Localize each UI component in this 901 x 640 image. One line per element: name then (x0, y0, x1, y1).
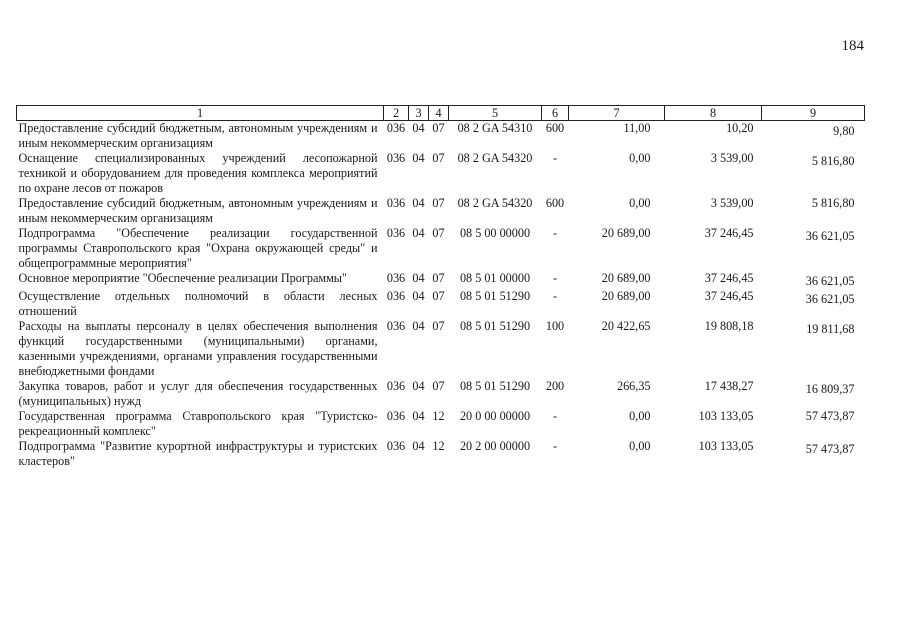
cell-amount-col8: 19 808,18 (704, 319, 754, 333)
cell-amount-col7: 0,00 (629, 196, 651, 210)
cell-amount-col7: 20 689,00 (601, 289, 651, 303)
cell-subsection: 07 (432, 151, 445, 165)
column-header: 9 (762, 106, 865, 121)
table-row (17, 226, 865, 271)
cell-expense-type: 100 (545, 319, 565, 333)
table-header (17, 106, 865, 121)
cell-expense-type: - (552, 151, 558, 165)
cell-ministry: 036 (386, 271, 406, 285)
cell-section: 04 (412, 196, 425, 210)
cell-ministry: 036 (386, 196, 406, 210)
cell-amount-col7: 266,35 (616, 379, 651, 393)
cell-target-article: 08 5 01 51290 (459, 379, 531, 393)
cell-subsection: 12 (432, 409, 445, 423)
cell-ministry: 036 (386, 226, 406, 240)
budget-table-container (16, 105, 864, 469)
cell-subsection: 12 (432, 439, 445, 453)
column-header: 3 (409, 106, 429, 121)
cell-section: 04 (412, 151, 425, 165)
table-row (17, 271, 865, 289)
cell-amount-col9: 36 621,05 (805, 274, 855, 288)
row-name: Основное мероприятие "Обеспечение реализации Программы" (18, 271, 347, 285)
cell-amount-col8: 10,20 (726, 121, 754, 135)
table-row (17, 151, 865, 196)
cell-amount-col9: 9,80 (833, 124, 855, 138)
column-header: 4 (429, 106, 449, 121)
cell-expense-type: 600 (545, 196, 565, 210)
cell-amount-col9: 5 816,80 (811, 154, 855, 168)
cell-section: 04 (412, 379, 425, 393)
cell-amount-col9: 36 621,05 (805, 229, 855, 243)
table-row (17, 379, 865, 409)
cell-amount-col8: 3 539,00 (710, 151, 754, 165)
cell-section: 04 (412, 409, 425, 423)
cell-target-article: 08 5 01 00000 (459, 271, 531, 285)
cell-amount-col8: 17 438,27 (704, 379, 754, 393)
column-header: 5 (449, 106, 542, 121)
row-name: Предоставление субсидий бюджетным, автономным учреждениям и иным некоммерческим организациям (18, 121, 378, 150)
cell-amount-col8: 103 133,05 (698, 439, 754, 453)
table-row (17, 319, 865, 379)
cell-expense-type: - (552, 226, 558, 240)
cell-target-article: 20 2 00 00000 (459, 439, 531, 453)
cell-amount-col7: 11,00 (623, 121, 651, 135)
cell-target-article: 08 5 00 00000 (459, 226, 531, 240)
cell-amount-col8: 3 539,00 (710, 196, 754, 210)
table-row (17, 439, 865, 469)
cell-target-article: 08 2 GA 54320 (457, 151, 533, 165)
cell-amount-col9: 57 473,87 (805, 409, 855, 423)
table-row (17, 409, 865, 439)
cell-subsection: 07 (432, 226, 445, 240)
cell-expense-type: - (552, 289, 558, 303)
column-header: 7 (569, 106, 665, 121)
page-number: 184 (841, 38, 864, 54)
cell-amount-col8: 103 133,05 (698, 409, 754, 423)
cell-subsection: 07 (432, 121, 445, 135)
cell-amount-col7: 0,00 (629, 151, 651, 165)
cell-expense-type: 600 (545, 121, 565, 135)
cell-expense-type: 200 (545, 379, 565, 393)
table-row (17, 289, 865, 319)
row-name: Расходы на выплаты персоналу в целях обеспечения выполнения функций государственными (муниципальными) органами, казенными учреждениями, органами управления государственными внебюджетными фондами (18, 319, 378, 378)
row-name: Закупка товаров, работ и услуг для обеспечения государственных (муниципальных) нужд (18, 379, 378, 408)
cell-amount-col8: 37 246,45 (704, 226, 754, 240)
cell-ministry: 036 (386, 439, 406, 453)
cell-section: 04 (412, 319, 425, 333)
table-row (17, 121, 865, 152)
column-header: 6 (542, 106, 569, 121)
row-name: Предоставление субсидий бюджетным, автономным учреждениям и иным некоммерческим организациям (18, 196, 378, 225)
table-body (17, 121, 865, 470)
cell-subsection: 07 (432, 319, 445, 333)
row-name: Осуществление отдельных полномочий в области лесных отношений (18, 289, 378, 318)
cell-amount-col9: 16 809,37 (805, 382, 855, 396)
column-header: 1 (17, 106, 384, 121)
cell-amount-col8: 37 246,45 (704, 289, 754, 303)
cell-section: 04 (412, 289, 425, 303)
cell-amount-col7: 20 689,00 (601, 271, 651, 285)
cell-section: 04 (412, 439, 425, 453)
cell-expense-type: - (552, 439, 558, 453)
cell-amount-col9: 19 811,68 (806, 322, 855, 336)
cell-expense-type: - (552, 271, 558, 285)
cell-subsection: 07 (432, 271, 445, 285)
cell-section: 04 (412, 226, 425, 240)
cell-expense-type: - (552, 409, 558, 423)
cell-ministry: 036 (386, 289, 406, 303)
cell-section: 04 (412, 121, 425, 135)
cell-amount-col8: 37 246,45 (704, 271, 754, 285)
cell-target-article: 08 2 GA 54310 (457, 121, 533, 135)
cell-amount-col7: 20 689,00 (601, 226, 651, 240)
cell-target-article: 08 5 01 51290 (459, 289, 531, 303)
cell-target-article: 08 5 01 51290 (459, 319, 531, 333)
cell-amount-col7: 0,00 (629, 409, 651, 423)
cell-amount-col9: 57 473,87 (805, 442, 855, 456)
cell-subsection: 07 (432, 379, 445, 393)
budget-table (16, 105, 865, 469)
cell-target-article: 20 0 00 00000 (459, 409, 531, 423)
cell-amount-col7: 20 422,65 (601, 319, 651, 333)
cell-ministry: 036 (386, 409, 406, 423)
cell-subsection: 07 (432, 196, 445, 210)
cell-ministry: 036 (386, 319, 406, 333)
column-header: 8 (665, 106, 762, 121)
cell-target-article: 08 2 GA 54320 (457, 196, 533, 210)
row-name: Подпрограмма "Развитие курортной инфраструктуры и туристских кластеров" (18, 439, 378, 468)
cell-subsection: 07 (432, 289, 445, 303)
cell-ministry: 036 (386, 379, 406, 393)
cell-section: 04 (412, 271, 425, 285)
row-name: Подпрограмма "Обеспечение реализации государственной программы Ставропольского края "Охрана окружающей среды" и общепрограммные мероприятия" (18, 226, 378, 270)
cell-amount-col9: 36 621,05 (805, 292, 855, 306)
table-row (17, 196, 865, 226)
column-header: 2 (384, 106, 409, 121)
cell-ministry: 036 (386, 121, 406, 135)
cell-amount-col7: 0,00 (629, 439, 651, 453)
cell-amount-col9: 5 816,80 (811, 196, 855, 210)
row-name: Государственная программа Ставропольского края "Туристско-рекреационный комплекс" (18, 409, 378, 438)
cell-ministry: 036 (386, 151, 406, 165)
row-name: Оснащение специализированных учреждений лесопожарной техникой и оборудованием для проведения комплекса мероприятий по охране лесов от пожаров (18, 151, 378, 195)
header-row (17, 106, 865, 121)
